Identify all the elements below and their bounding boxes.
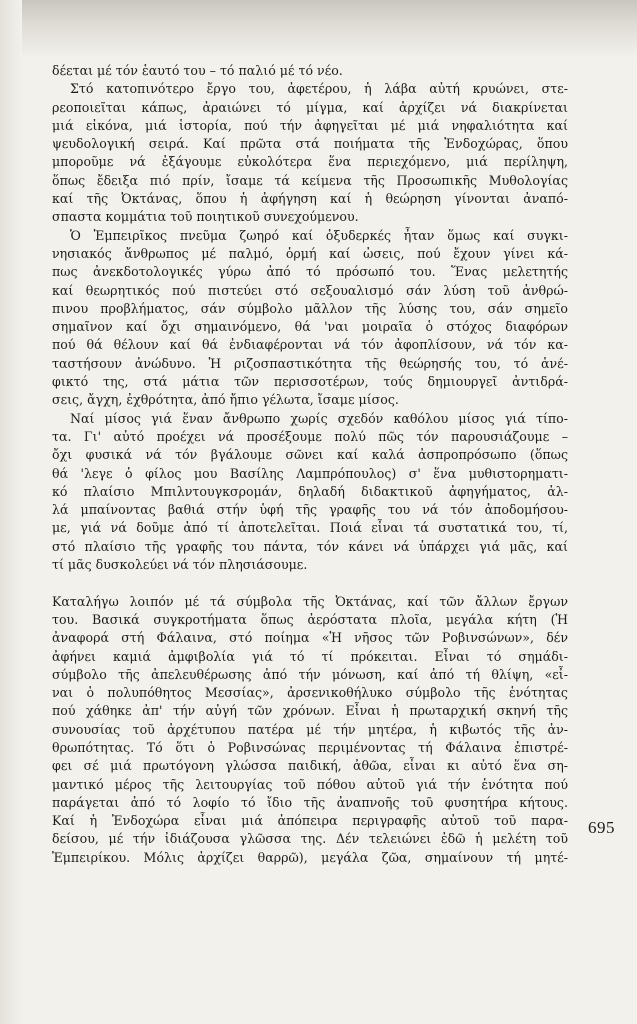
text-line: φικτό της, στά μάτια τῶν περισσοτέρων, τούς δημιουργεῖ ἀντιδρά- — [52, 374, 568, 390]
text-line: πως ἀνεκδοτολογικές γύρω ἀπό τό πρόσωπό του. Ἕνας μελετητής — [52, 264, 568, 280]
text-line: θρωπότητας. Τό ὅτι ὁ Ροβινσώνας περιμένοντας τή Φάλαινα ἐπιστρέ- — [52, 739, 568, 755]
text-line: στό πλαίσιο τῆς γραφῆς του πάντα, τόν κάνει νά ὑπάρχει γιά μᾶς, καί — [52, 538, 568, 554]
text-line: σεις, ἄγχη, ἐχθρότητα, ἀπό ἤπιο γέλωτα, ἴσαμε μίσος. — [52, 392, 399, 408]
text-line: ὅπως ἔδειξα πιό πρίν, ἴσαμε τά κείμενα τῆς Προσωπικῆς Μυθολογίας — [52, 172, 568, 188]
text-line: λά μπαίνοντας βαθιά στήν ὑφή τῆς γραφῆς του νά τόν ἀποδομήσου- — [52, 502, 568, 518]
text-line: ψευδολογική σειρά. Καί πρῶτα στά ποιήματα τῆς Ἐνδοχώρας, ὅπου — [52, 136, 568, 152]
text-line: Ἐμπειρίκου. Μόλις ἀρχίζει θαρρῶ), μεγάλα ζῶα, σημαίνουν τή μητέ- — [52, 849, 568, 865]
text-line: ὄχι φυσικά νά τόν βγάλουμε σῶνει καί καλά ἀσπροπρόσωπο (ὅπως — [52, 447, 568, 463]
text-line: με, γιά νά δοῦμε ἀπό τί ἀποτελεῖται. Ποιά εἶναι τά συστατικά του, τί, — [52, 520, 568, 536]
text-line: πού χάθηκε ἀπ' τήν αὐγή τῶν χρόνων. Εἶναι ἡ πρωταρχική σκηνή τῆς — [52, 703, 568, 719]
text-line: Στό κατοπινότερο ἔργο του, ἀφετέρου, ἡ λάβα αὐτή κρυώνει, στε- — [70, 81, 568, 97]
text-line: μιά εἰκόνα, μιά ἱστορία, πού τήν ἀφηγεῖται μέ μιά νηφαλιότητα καί — [52, 117, 568, 133]
text-line: καί θεωρητικός πού πιστεύει στό σεξουαλισμό σάν λύση τοῦ ἀνθρώ- — [52, 282, 568, 298]
text-line: πού θά θέλουν καί θά ἐνδιαφέρονται νά τόν ἀφοπλίσουν, νά τόν κα- — [52, 337, 568, 353]
text-line: σύμβολο τῆς ἀπελευθέρωσης ἀπό τήν μόνωση, καί ἀπό τή θλίψη, «εἶ- — [52, 666, 568, 682]
text-line: Καταλήγω λοιπόν μέ τά σύμβολα τῆς Ὀκτάνας, καί τῶν ἄλλων ἔργων — [52, 593, 568, 609]
text-line: καί τῆς Ὀκτάνας, ὅπου ἡ ἀφήγηση καί ἡ θεώρηση γίνονται ἀναπό- — [52, 191, 568, 207]
text-line: σημαῖνον καί ὄχι σημαινόμενο, θά 'ναι μοιραῖα ὁ στόχος διαφόρων — [52, 319, 568, 335]
page-number: 695 — [588, 818, 615, 837]
text-line: ἀναφορά στή Φάλαινα, στό ποίημα «Ἡ νῆσος τῶν Ροβινσώνων», δέν — [52, 630, 568, 646]
text-line: τί μᾶς δυσκολεύει νά τόν πλησιάσουμε. — [52, 557, 308, 573]
text-line: κό πλαίσιο Μπιλντουγκσρομάν, δηλαδή διδακτικοῦ ἀφηγήματος, ἀλ- — [52, 483, 568, 499]
scan-top-shadow — [0, 0, 637, 58]
text-line: Ὁ Ἐμπειρῖκος πνεῦμα ζωηρό καί ὀξυδερκές ἦταν ὅμως καί συγκι- — [70, 227, 568, 243]
section-break — [52, 574, 568, 592]
text-line: νησιακός ἄνθρωπος μέ παλμό, ὁρμή καί ὠσεις, πού ἔχουν γίνει κά- — [52, 245, 568, 261]
text-line: μποροῦμε νά ἐξάγουμε εὐκολότερα ἕνα περιεχόμενο, μιά περίληψη, — [52, 154, 568, 170]
text-line: ρεοποιεῖται κάπως, ἀραιώνει τό μίγμα, καί ἀρχίζει νά διακρίνεται — [52, 99, 568, 115]
scan-left-shadow — [0, 0, 22, 1024]
text-line: Ναί μίσος γιά ἕναν ἄνθρωπο χωρίς σχεδόν καθόλου μίσος γιά τίπο- — [70, 410, 568, 426]
text-line: του. Βασικά συγκροτήματα ὅπως ἀερόστατα πλοῖα, μεγάλα κήτη (Ἡ — [52, 611, 568, 627]
text-line: φει σέ μιά πρωτόγονη γλώσσα παιδική, ἀθῶα, εἶναι κι αὐτό ἕνα ση- — [52, 758, 568, 774]
page-body-text — [52, 62, 568, 867]
text-line: τα. Γι' αὐτό προέχει νά προσέξουμε πολύ πῶς τόν παρουσιάζουμε – — [52, 428, 568, 444]
text-line: συνουσίας τοῦ ἀρχέτυπου πατέρα μέ τήν μητέρα, ἡ κιβωτός τῆς ἀν- — [52, 721, 568, 737]
text-line: θά 'λεγε ὁ φίλος μου Βασίλης Λαμπρόπουλος) σ' ἕνα μυθιστορηματι- — [52, 465, 568, 481]
text-line: σπαστα κομμάτια τοῦ ποιητικοῦ συνεχούμενου. — [52, 209, 359, 225]
text-line: μαντικό μέρος τῆς λειτουργίας τοῦ πόθου αὐτοῦ γιά τήν ἑνότητα πού — [52, 776, 568, 792]
text-line: δείσου, μέ τήν ἰδιάζουσα γλῶσσα της. Δέν τελειώνει ἐδῶ ἡ μελέτη τοῦ — [52, 831, 568, 847]
text-line: παράγεται ἀπό τό λοφίο τό ἴδιο τῆς ἀναπνοῆς τοῦ φυσητήρα κήτους. — [52, 794, 568, 810]
text-line: ναι ὁ πολυπόθητος Μεσσίας», ἀρσενικοθήλυκο σύμβολο τῆς ἑνότητας — [52, 685, 568, 701]
text-line: ταστήσουν ἀνώδυνο. Ἡ ριζοσπαστικότητα τῆς θεώρησής του, τό ἀνέ- — [52, 355, 568, 371]
text-line: Καί ἡ Ἐνδοχώρα εἶναι μιά ἀπόπειρα περιγραφῆς αὐτοῦ τοῦ παρα- — [52, 813, 568, 829]
text-line: πινου προβλήματος, σάν σύμβολο μᾶλλον τῆς λύσης του, σάν σημεῖο — [52, 300, 568, 316]
text-line: δέεται μέ τόν ἑαυτό του – τό παλιό μέ τό νέο. — [52, 63, 343, 78]
text-line: ἀφήνει καμιά ἀμφιβολία γιά τό τί πρόκειται. Εἶναι τό σημάδι- — [52, 648, 568, 664]
